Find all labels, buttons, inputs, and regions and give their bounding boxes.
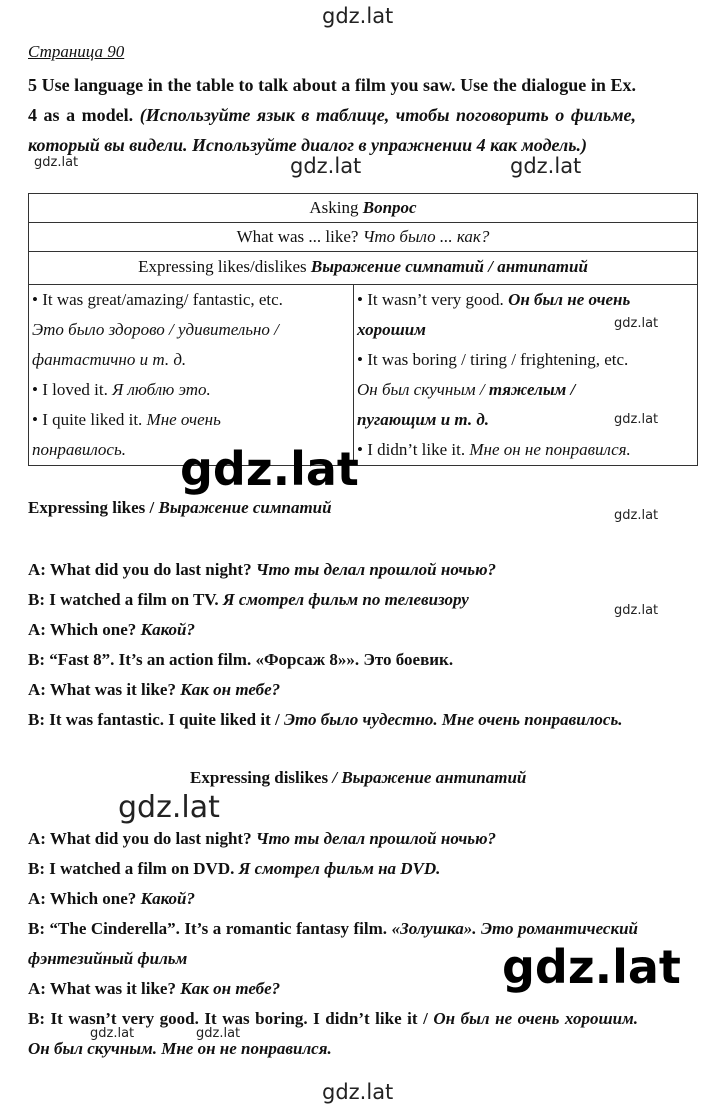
- task-text: [28, 70, 636, 160]
- table-cell-dislikes: • It wasn’t very good. Он был не очень хорошим • It was boring / tiring / frightening, etc. Он был скучным / тяжелым / пугающим и т. д. • I didn’t like it. Мне он не понравился.: [354, 285, 698, 466]
- task-instruction-en: 5 Use language in the table to talk about a film you saw. Use the dialogue in Ex. 4 as a model.: [28, 75, 636, 125]
- watermark: gdz.lat: [322, 4, 394, 28]
- watermark: gdz.lat: [34, 155, 79, 170]
- dialogue-line: B: “The Cinderella”. It’s a romantic fantasy film. «Золушка». Это романтический фэнтезийный фильм: [28, 919, 638, 968]
- dialogue-line: B: I watched a film on TV. Я смотрел фильм по телевизору: [28, 590, 469, 609]
- dialogue-line: B: “Fast 8”. It’s an action film. «Форсаж 8»». Это боевик.: [28, 650, 454, 669]
- watermark: gdz.lat: [502, 940, 681, 994]
- dialogue-line: A: What did you do last night? Что ты делал прошлой ночью?: [28, 829, 496, 848]
- table-row-question: What was ... like? Что было ... как?: [29, 223, 698, 252]
- table-cell-likes: • It was great/amazing/ fantastic, etc. Это было здорово / удивительно / фантастично и т. д. • I loved it. Я люблю это. • I quite liked it. Мне очень понравилось.: [29, 285, 354, 466]
- language-table: [28, 193, 698, 466]
- dialogue-line: A: What did you do last night? Что ты делал прошлой ночью?: [28, 560, 496, 579]
- watermark: gdz.lat: [90, 1026, 135, 1041]
- watermark: gdz.lat: [614, 316, 659, 331]
- dislikes-heading: Expressing dislikes / Выражение антипатий: [190, 768, 527, 787]
- likes-dialogue: [28, 555, 638, 735]
- table-row-expressing: Expressing likes/dislikes Выражение симпатий / антипатий: [29, 252, 698, 285]
- task-instruction-ru: (Используйте язык в таблице, чтобы поговорить о фильме, который вы видели. Используйте диалог в упражнении 4 как модель.): [28, 105, 637, 155]
- watermark: gdz.lat: [614, 603, 659, 618]
- watermark: gdz.lat: [180, 442, 359, 496]
- table-row-asking: Asking Вопрос: [29, 194, 698, 223]
- watermark: gdz.lat: [290, 154, 362, 178]
- watermark: gdz.lat: [510, 154, 582, 178]
- dialogue-line: A: What was it like? Как он тебе?: [28, 979, 281, 998]
- dialogue-line: A: What was it like? Как он тебе?: [28, 680, 281, 699]
- watermark: gdz.lat: [118, 790, 220, 825]
- watermark: gdz.lat: [614, 508, 659, 523]
- dialogue-line: B: I watched a film on DVD. Я смотрел фильм на DVD.: [28, 859, 441, 878]
- watermark: gdz.lat: [614, 412, 659, 427]
- dialogue-line: B: It wasn’t very good. It was boring. I didn’t like it / Он был не очень хорошим. Он был скучным. Мне он не понравился.: [28, 1009, 639, 1058]
- page-label: Страница 90: [28, 42, 125, 61]
- dialogue-line: A: Which one? Какой?: [28, 620, 196, 639]
- dialogue-line: A: Which one? Какой?: [28, 889, 196, 908]
- watermark: gdz.lat: [196, 1026, 241, 1041]
- watermark: gdz.lat: [322, 1080, 394, 1104]
- dialogue-line: B: It was fantastic. I quite liked it / Это было чудестно. Мне очень понравилось.: [28, 710, 623, 729]
- likes-heading: Expressing likes / Выражение симпатий: [28, 498, 332, 517]
